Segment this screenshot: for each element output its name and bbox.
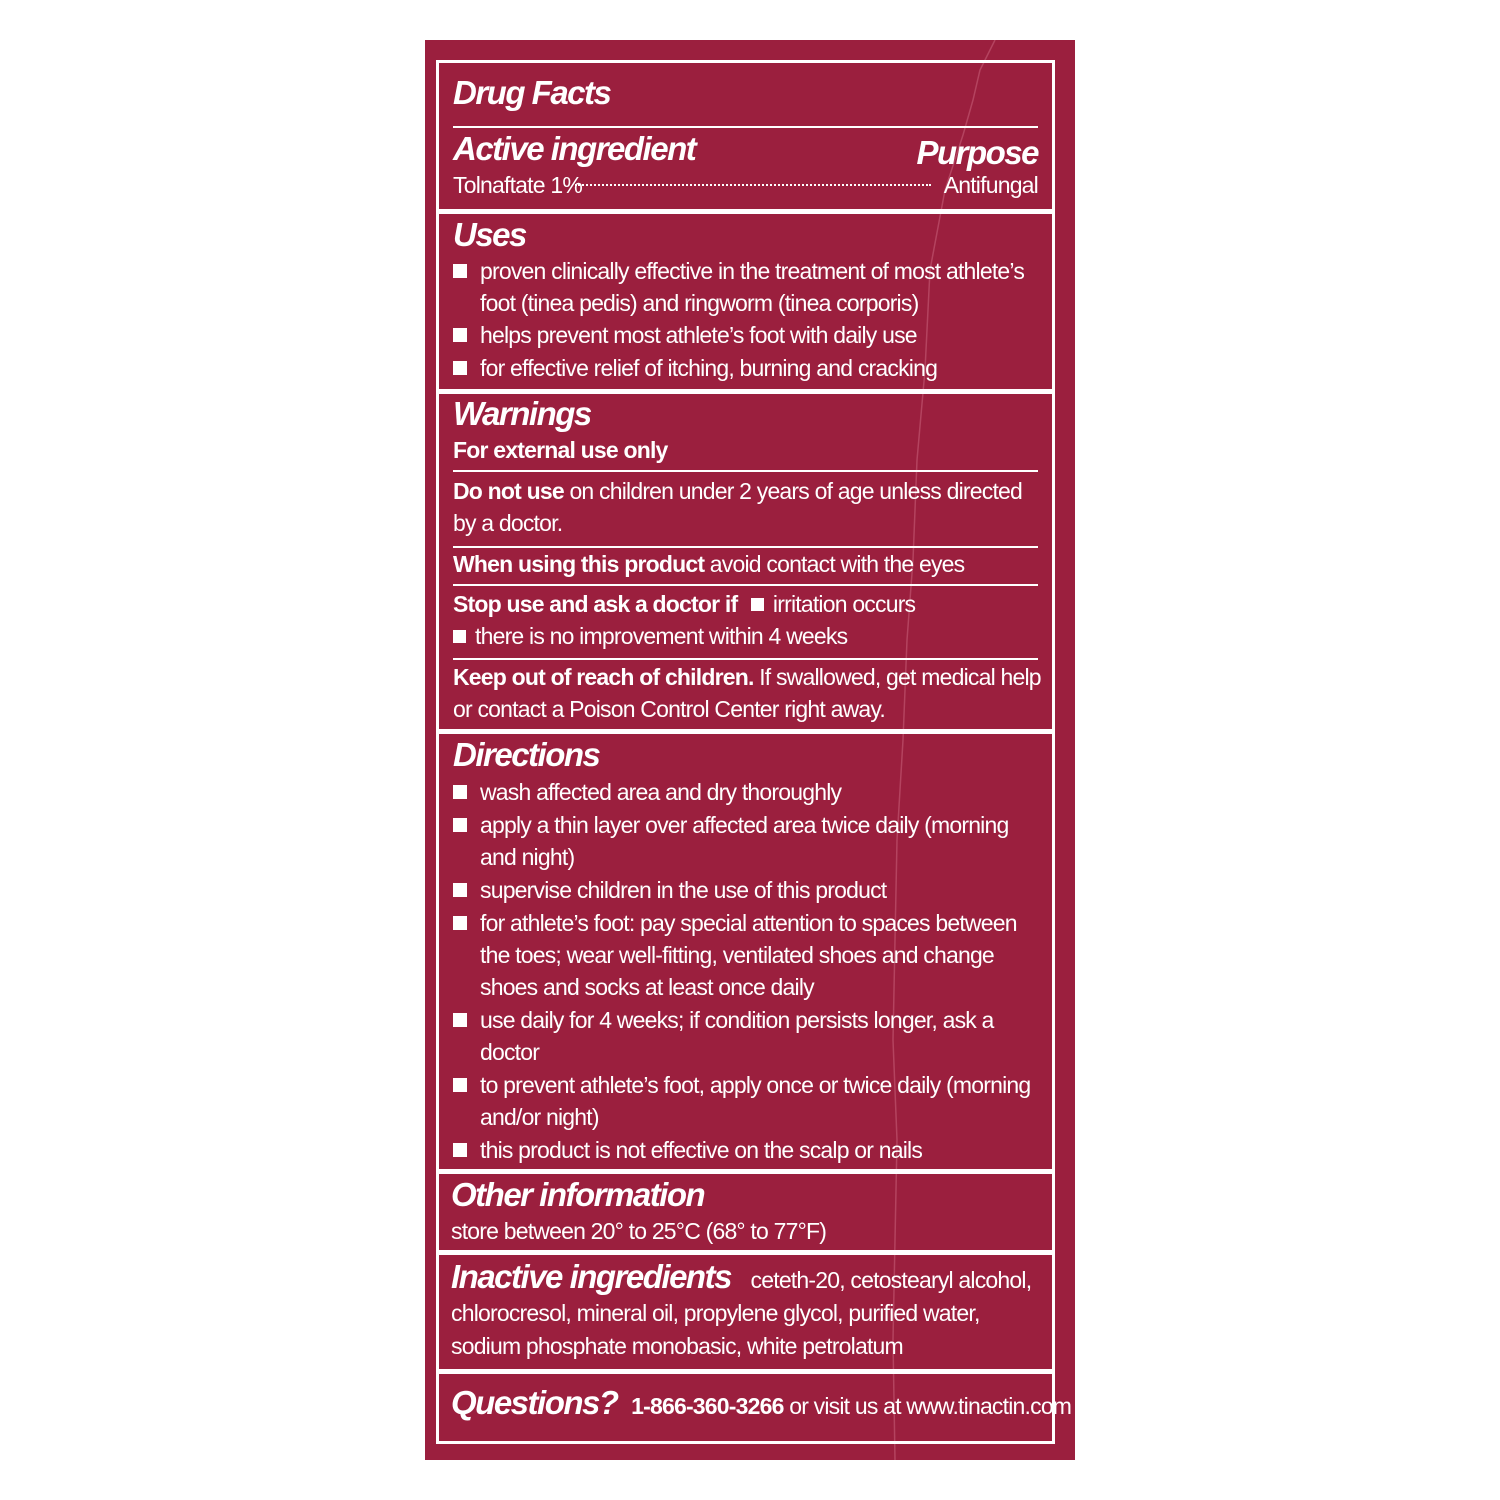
section-divider [439,1369,1052,1374]
keep-out-text: If swallowed, get medical help [759,664,1041,690]
directions-item-line: use daily for 4 weeks; if condition persists longer, ask a [480,1007,994,1033]
bullet-square [751,598,764,611]
uses-item-line: helps prevent most athlete’s foot with daily use [480,322,917,348]
uses-item-line: for effective relief of itching, burning and cracking [480,355,938,381]
bullet-square [453,883,467,897]
when-using-line [453,548,964,580]
directions-item [453,1069,1038,1133]
uses-item-line: proven clinically effective in the treatment of most athlete’s [480,258,1025,284]
section-divider [439,209,1052,214]
directions-item [453,1004,1038,1068]
when-using-text: avoid contact with the eyes [709,551,965,577]
directions-item-line: and/or night) [480,1104,599,1130]
stop-use-item: there is no improvement within 4 weeks [475,623,848,649]
questions-heading: Questions? [451,1384,618,1421]
dot-leader [575,184,931,186]
external-use-text: For external use only [453,437,668,463]
when-using-label: When using this product [453,551,705,577]
keep-out-line [453,661,1041,693]
bullet-square [453,361,467,375]
directions-item-line: the toes; wear well-fitting, ventilated shoes and change [480,942,994,968]
section-divider [439,1250,1052,1255]
ingredient-purpose: Antifungal [943,172,1038,198]
bullet-square [453,916,467,930]
inactive-ingredients-heading: Inactive ingredients [451,1258,731,1295]
ingredient-row [453,169,1038,201]
drug-facts-title: Drug Facts [453,74,611,111]
bullet-square [453,818,467,832]
directions-item [453,809,1038,873]
drug-facts-frame [436,60,1072,1444]
divider [453,584,1038,586]
directions-item [453,907,1038,1003]
section-divider [439,1169,1052,1174]
keep-out-text-cont: or contact a Poison Control Center right away. [453,696,885,722]
divider [453,658,1038,660]
section-divider [439,729,1052,734]
questions-line [451,1385,1071,1425]
bullet-square [453,1143,467,1157]
uses-item-line: foot (tinea pedis) and ringworm (tinea corporis) [480,290,919,316]
phone-number: 1-866-360-3266 [631,1393,784,1419]
storage-text: store between 20° to 25°C (68° to 77°F) [451,1218,827,1244]
bullet-square [453,1078,467,1092]
directions-heading: Directions [453,736,600,773]
do-not-use-text-cont: by a doctor. [453,510,563,536]
bullet-square [453,1013,467,1027]
directions-item-line: for athlete’s foot: pay special attention to spaces between [480,910,1017,936]
uses-heading: Uses [453,216,526,253]
do-not-use-text: on children under 2 years of age unless directed [569,478,1023,504]
stop-use-item: irritation occurs [772,591,916,617]
inactive-line-1 [451,1259,1031,1299]
divider [453,126,1038,128]
directions-item [453,1134,1038,1166]
uses-item [453,255,1038,319]
stop-use-line [453,588,915,620]
warnings-heading: Warnings [453,395,591,432]
bullet-square [453,264,467,278]
directions-item-line: this product is not effective on the scalp or nails [480,1137,923,1163]
questions-text: or visit us at www.tinactin.com [789,1393,1072,1419]
other-information-heading: Other information [451,1176,705,1213]
directions-item [453,874,1038,906]
section-divider [439,389,1052,394]
do-not-use-label: Do not use [453,478,564,504]
inactive-line-2: chlorocresol, mineral oil, propylene glycol, purified water, [451,1300,980,1326]
inactive-text: ceteth-20, cetostearyl alcohol, [750,1267,1032,1293]
ingredient-name: Tolnaftate 1% [453,172,582,198]
directions-item-line: wash affected area and dry thoroughly [480,779,842,805]
bullet-square [453,630,466,643]
inactive-line-3: sodium phosphate monobasic, white petrolatum [451,1333,903,1359]
directions-item-line: doctor [480,1039,540,1065]
directions-item-line: apply a thin layer over affected area twice daily (morning [480,812,1009,838]
directions-item [453,776,1038,808]
do-not-use-line [453,475,1022,507]
directions-item-line: shoes and socks at least once daily [480,974,814,1000]
purpose-heading: Purpose [916,134,1038,171]
uses-item [453,319,1038,351]
stop-use-label: Stop use and ask a doctor if [453,591,738,617]
stop-use-line-2 [453,620,847,652]
bullet-square [453,785,467,799]
bullet-square [453,328,467,342]
directions-item-line: supervise children in the use of this product [480,877,887,903]
directions-item-line: to prevent athlete’s foot, apply once or twice daily (morning [480,1072,1031,1098]
divider [453,470,1038,472]
uses-item [453,352,1038,384]
directions-item-line: and night) [480,844,575,870]
keep-out-label: Keep out of reach of children. [453,664,754,690]
active-ingredient-heading: Active ingredient [453,130,696,167]
drug-facts-panel [425,40,1075,1460]
